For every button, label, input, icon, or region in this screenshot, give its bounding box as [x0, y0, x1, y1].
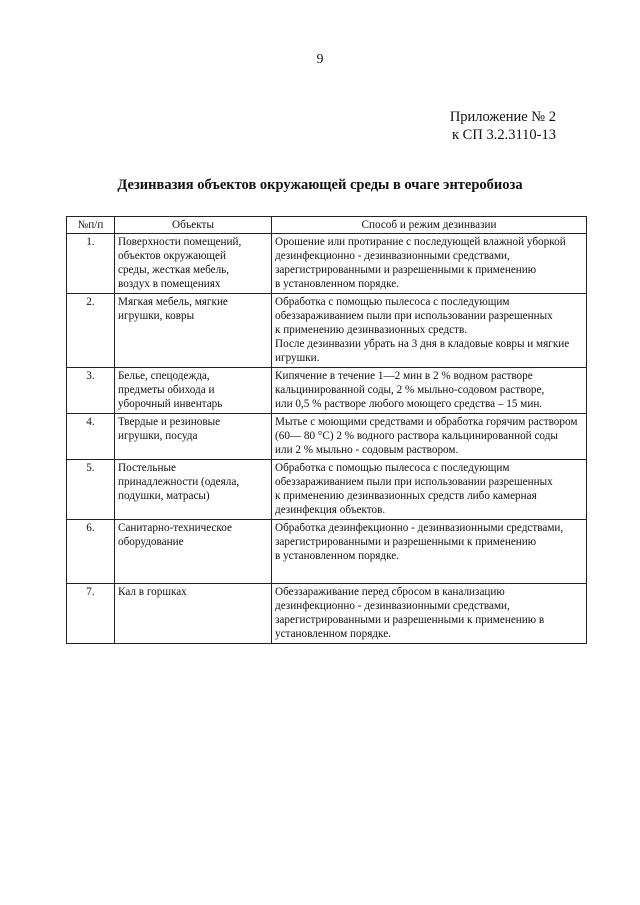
row-method: Обеззараживание перед сбросом в канализацию дезинфекционно - дезинвазионными средствами, зарегистрированными и разрешенными к применению в установленном порядке. [272, 584, 587, 644]
row-objects: Твердые и резиновые игрушки, посуда [115, 414, 272, 460]
row-objects: Санитарно-техническое оборудование [115, 520, 272, 584]
row-objects: Мягкая мебель, мягкие игрушки, ковры [115, 294, 272, 368]
disinvasion-table [66, 216, 587, 644]
table-row [67, 520, 587, 584]
header-num: №п/п [67, 217, 115, 234]
row-method: Обработка с помощью пылесоса с последующим обеззараживанием пыли при использовании разрешенных к применению дезинвазионных средств. После дезинвазии убрать на 3 дня в кладовые ковры и мягкие игрушки. [272, 294, 587, 368]
table-row [67, 460, 587, 520]
row-method: Орошение или протирание с последующей влажной уборкой дезинфекционно - дезинвазионными средствами, зарегистрированными и разрешенными к применению в установленном порядке. [272, 234, 587, 294]
table-row [67, 234, 587, 294]
row-method: Кипячение в течение 1—2 мин в 2 % водном растворе кальцинированной соды, 2 % мыльно-содовом растворе, или 0,5 % растворе любого моющего средства – 15 мин. [272, 368, 587, 414]
row-objects: Поверхности помещений, объектов окружающей среды, жесткая мебель, воздух в помещениях [115, 234, 272, 294]
row-objects: Белье, спецодежда, предметы обихода и уборочный инвентарь [115, 368, 272, 414]
document-title: Дезинвазия объектов окружающей среды в очаге энтеробиоза [117, 177, 523, 193]
row-objects: Кал в горшках [115, 584, 272, 644]
row-number: 1. [67, 234, 115, 294]
appendix-line-2: к СП 3.2.3110-13 [452, 127, 556, 143]
header-method: Способ и режим дезинвазии [272, 217, 587, 234]
row-method: Мытье с моющими средствами и обработка горячим раствором (60— 80 °С) 2 % водного раствора кальцинированной соды или 2 % мыльно - содовым раствором. [272, 414, 587, 460]
row-number: 6. [67, 520, 115, 584]
row-number: 2. [67, 294, 115, 368]
row-number: 4. [67, 414, 115, 460]
appendix-line-1: Приложение № 2 [449, 109, 556, 125]
row-objects: Постельные принадлежности (одеяла, подушки, матрасы) [115, 460, 272, 520]
row-method: Обработка с помощью пылесоса с последующим обеззараживанием пыли при использовании разрешенных к применению дезинвазионных средств либо камерная дезинфекция объектов. [272, 460, 587, 520]
row-number: 3. [67, 368, 115, 414]
table-row [67, 294, 587, 368]
row-method: Обработка дезинфекционно - дезинвазионными средствами, зарегистрированными и разрешенными к применению в установленном порядке. [272, 520, 587, 584]
row-number: 7. [67, 584, 115, 644]
table-row [67, 414, 587, 460]
appendix-reference [450, 108, 556, 144]
table-row [67, 584, 587, 644]
page-number: 9 [316, 52, 324, 67]
header-objects: Объекты [115, 217, 272, 234]
table-row [67, 368, 587, 414]
row-number: 5. [67, 460, 115, 520]
table-header-row [67, 217, 587, 234]
